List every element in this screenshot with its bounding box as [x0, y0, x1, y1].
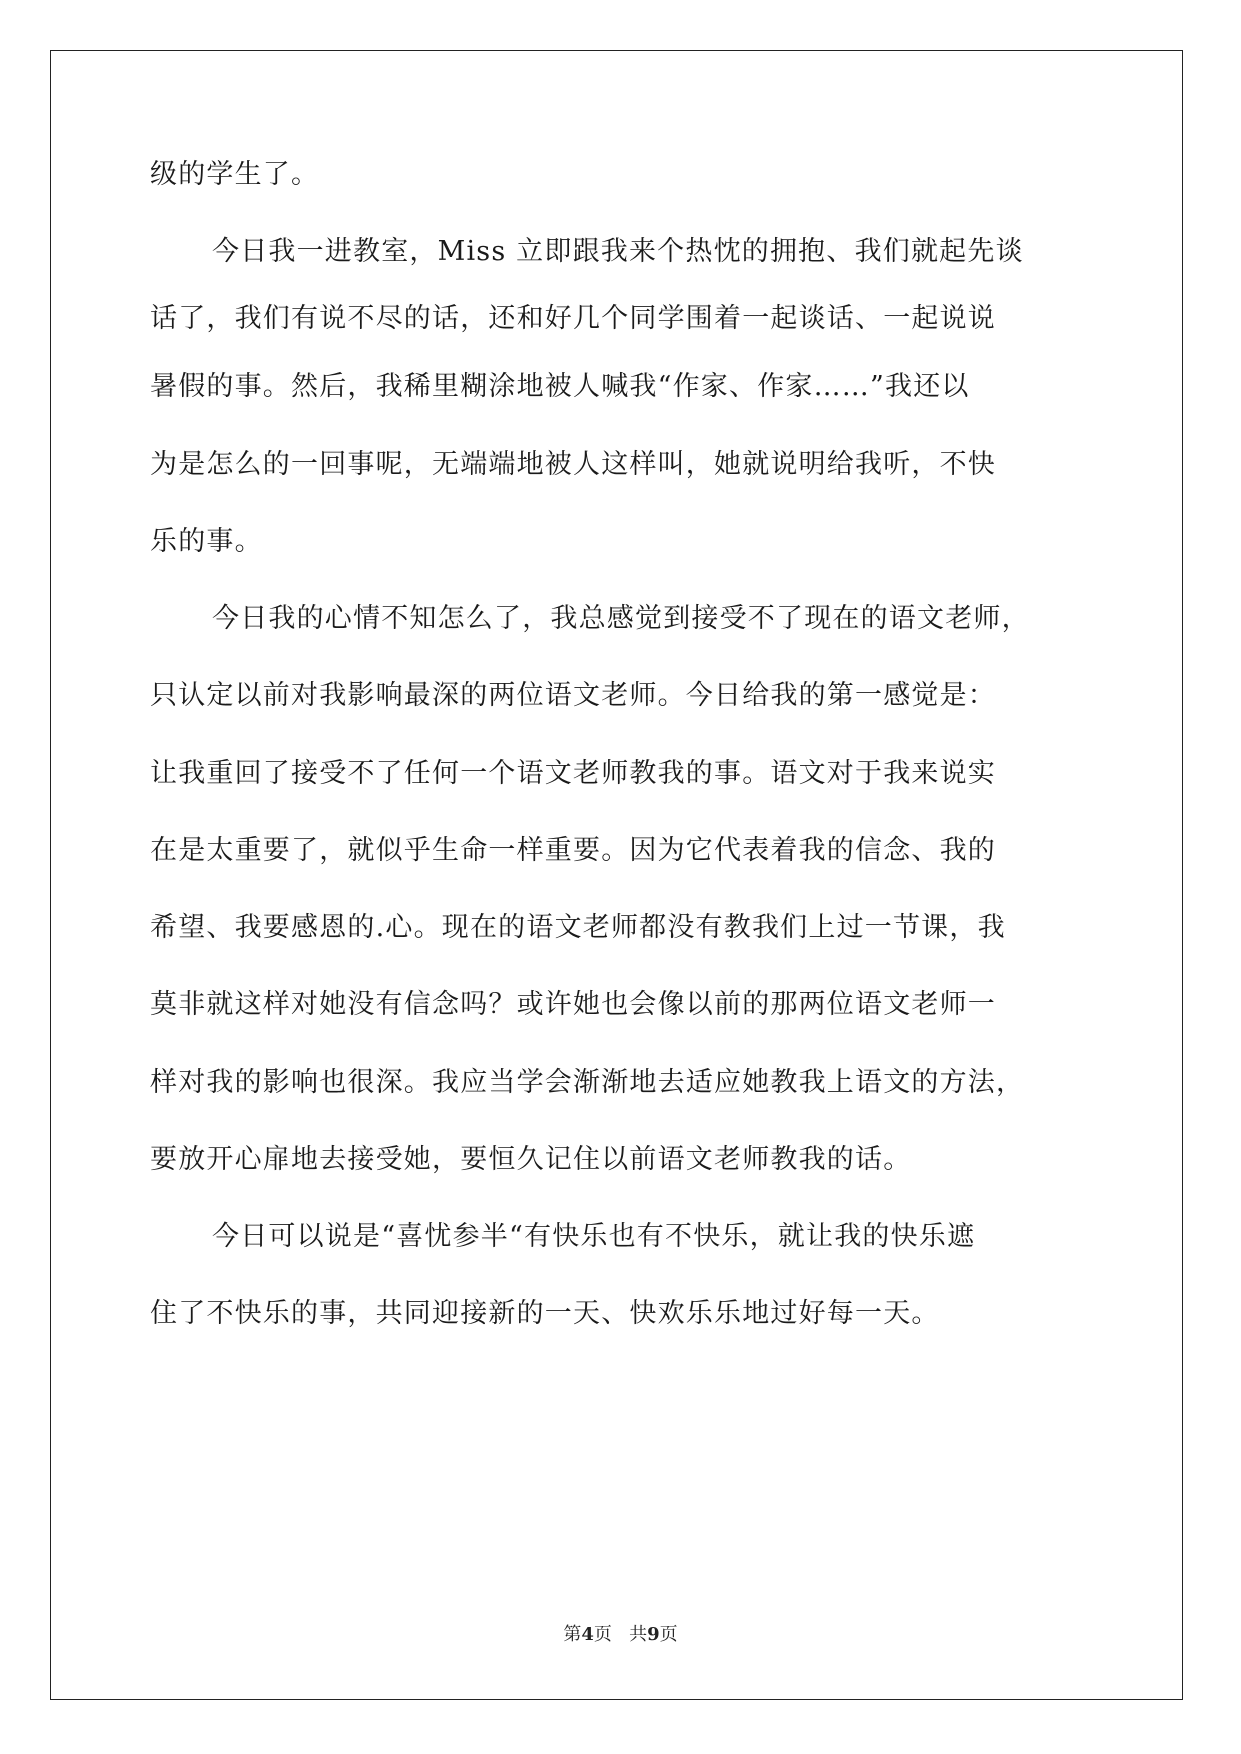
- text-line: 莫非就这样对她没有信念吗？或许她也会像以前的那两位语文老师一: [150, 989, 996, 1020]
- text-line: 要放开心扉地去接受她，要恒久记住以前语文老师教我的话。: [150, 1144, 912, 1175]
- text-line: 样对我的影响也很深。我应当学会渐渐地去适应她教我上语文的方法，: [150, 1067, 1025, 1098]
- text-line: 今日可以说是“喜忧参半“有快乐也有不快乐，就让我的快乐遮: [212, 1221, 976, 1252]
- footer-total-prefix: 共: [629, 1624, 648, 1645]
- text-line: 为是怎么的一回事呢，无端端地被人这样叫，她就说明给我听，不快: [150, 449, 996, 480]
- text-line: 在是太重要了，就似乎生命一样重要。因为它代表着我的信念、我的: [150, 835, 996, 866]
- footer-total-unit: 页: [659, 1624, 678, 1645]
- total-pages-number: 9: [647, 1624, 660, 1645]
- text-line: 今日我一进教室，Miss 立即跟我来个热忱的拥抱、我们就起先谈: [212, 236, 1024, 267]
- text-line: 只认定以前对我影响最深的两位语文老师。今日给我的第一感觉是：: [150, 680, 996, 711]
- footer-prefix: 第: [563, 1624, 582, 1645]
- text-line: 希望、我要感恩的.心。现在的语文老师都没有教我们上过一节课，我: [150, 912, 1006, 943]
- text-line: 住了不快乐的事，共同迎接新的一天、快欢乐乐地过好每一天。: [150, 1298, 940, 1329]
- page-footer: [0, 1620, 1241, 1646]
- current-page-number: 4: [581, 1624, 594, 1645]
- text-line: 乐的事。: [150, 526, 263, 557]
- page-border: [50, 50, 1183, 1700]
- text-line: 今日我的心情不知怎么了，我总感觉到接受不了现在的语文老师，: [212, 603, 1030, 634]
- text-line: 话了，我们有说不尽的话，还和好几个同学围着一起谈话、一起说说: [150, 303, 996, 334]
- text-line: 让我重回了接受不了任何一个语文老师教我的事。语文对于我来说实: [150, 758, 996, 789]
- text-line: 暑假的事。然后，我稀里糊涂地被人喊我“作家、作家……”我还以: [150, 371, 970, 402]
- text-line: 级的学生了。: [150, 159, 320, 190]
- footer-page-unit: 页: [593, 1624, 612, 1645]
